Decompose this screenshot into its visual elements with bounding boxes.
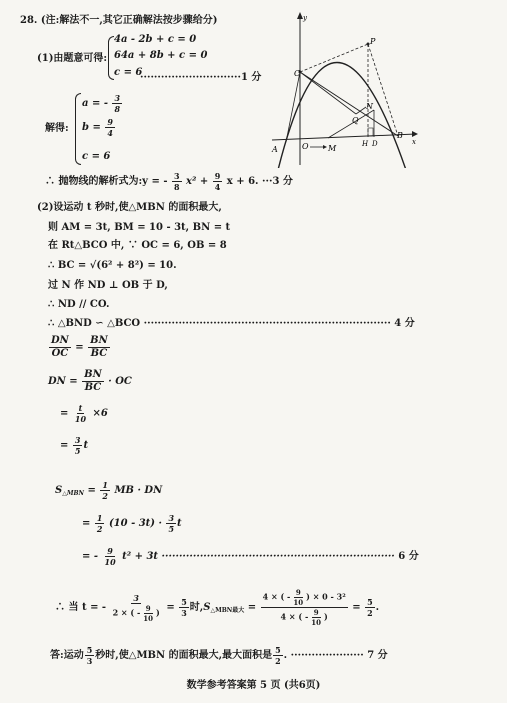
segment-cb — [300, 72, 398, 136]
label-m: M — [328, 144, 337, 153]
area-equation-3: = - $\frac{9}{10}$ t² + 3t ··································································· 6 分 — [82, 546, 419, 567]
segment-cq — [300, 72, 356, 114]
label-c: C — [294, 69, 301, 78]
score-6: 6 分 — [398, 551, 419, 562]
label-h: H — [362, 140, 369, 148]
label-o: O — [302, 142, 309, 151]
parabola-result: ∴ 抛物线的解析式为:y = - $\frac{3}{8}$ x² + $\frac{9}{4}$ x + 6. ···3 分 — [45, 171, 293, 192]
solution-a: a = - $\frac{3}{8}$ — [82, 93, 121, 114]
score-line-1: ·····························1 分 — [140, 72, 262, 83]
label-p: P — [370, 37, 376, 46]
part2-line4: 过 N 作 ND ⊥ OB 于 D, — [48, 280, 168, 291]
grading-note: (注:解法不一,其它正确解法按步骤给分) — [40, 15, 218, 26]
area-equation-1: $S_{\triangle MBN}$ = $\frac{1}{2}$ MB · DN — [55, 480, 163, 501]
parabola-curve — [278, 63, 406, 169]
label-x: x — [412, 138, 416, 146]
solve-label: 解得: — [45, 123, 69, 134]
label-b: B — [397, 131, 403, 140]
part1-lead: (1)由题意可得: — [37, 53, 108, 64]
segment-qn — [356, 107, 366, 114]
final-answer: 答:运动 $\frac{5}{3}$ 秒时,使△MBN 的面积最大,最大面积是 $\frac{5}{2}$ . ····················· 7 分 — [50, 645, 388, 666]
equation-3: c = 6 — [114, 67, 143, 78]
problem-number: 28. — [20, 15, 38, 26]
dn-step2: = $\frac{t}{10}$ ×6 — [60, 403, 108, 424]
part2-line3: ∴ BC = √(6² + 8²) = 10. — [48, 260, 177, 271]
equation-1: 4a - 2b + c = 0 — [114, 34, 197, 45]
segment-mn — [328, 110, 374, 138]
x-axis-arrow — [412, 131, 418, 137]
area-equation-2: = $\frac{1}{2}$ (10 - 3t) · $\frac{3}{5}$ t — [82, 513, 182, 534]
part2-lead: (2)设运动 t 秒时,使△MBN 的面积最大, — [37, 202, 222, 213]
part2-line1: 则 AM = 3t, BM = 10 - 3t, BN = t — [48, 222, 231, 233]
segment-pb — [368, 44, 398, 136]
score-4: 4 分 — [394, 318, 415, 329]
solution-b: b = $\frac{9}{4}$ — [82, 117, 113, 138]
label-a: A — [272, 145, 278, 154]
score-1: 1 分 — [240, 72, 262, 83]
label-n: N — [366, 102, 373, 111]
max-condition: ∴ 当 t = - 3 2 × ( - $\frac{9}{10}$ ) = $\frac{5}{3}$ 时$,S_{\triangle MBN最大}$ = 4 × ( - $\frac{9}{10}$ ) × 0 - 3² 4 × ( - $\frac{9}{10}$ ) = $\frac{5}{2}$ . — [55, 588, 380, 627]
parabola-figure — [270, 10, 420, 168]
label-y: y — [303, 14, 307, 22]
part2-line5: ∴ ND // CO. — [48, 299, 110, 310]
solution-c: c = 6 — [82, 151, 111, 162]
score-7: 7 分 — [367, 650, 388, 661]
dn-equation: DN = $\frac{BN}{BC}$ · OC — [48, 369, 132, 393]
segment-cp — [300, 44, 368, 72]
motion-arrowhead — [323, 145, 327, 149]
right-angle-h — [368, 128, 373, 136]
equation-2: 64a + 8b + c = 0 — [114, 50, 208, 61]
label-q: Q — [352, 116, 359, 125]
solution-brace — [75, 93, 81, 165]
dn-step3: = $\frac{3}{5}$ t — [60, 435, 89, 456]
ratio-equation: $\frac{DN}{OC}$ = $\frac{BN}{BC}$ — [51, 335, 108, 359]
page-footer: 数学参考答案第 5 页 (共6页) — [186, 680, 321, 691]
part2-line2: 在 Rt△BCO 中, ∵ OC = 6, OB = 8 — [48, 240, 227, 251]
part2-line6: ∴ △BND ∽ △BCO ······································································· 4 分 — [48, 318, 415, 329]
problem-header — [20, 16, 218, 26]
label-d: D — [372, 140, 378, 148]
